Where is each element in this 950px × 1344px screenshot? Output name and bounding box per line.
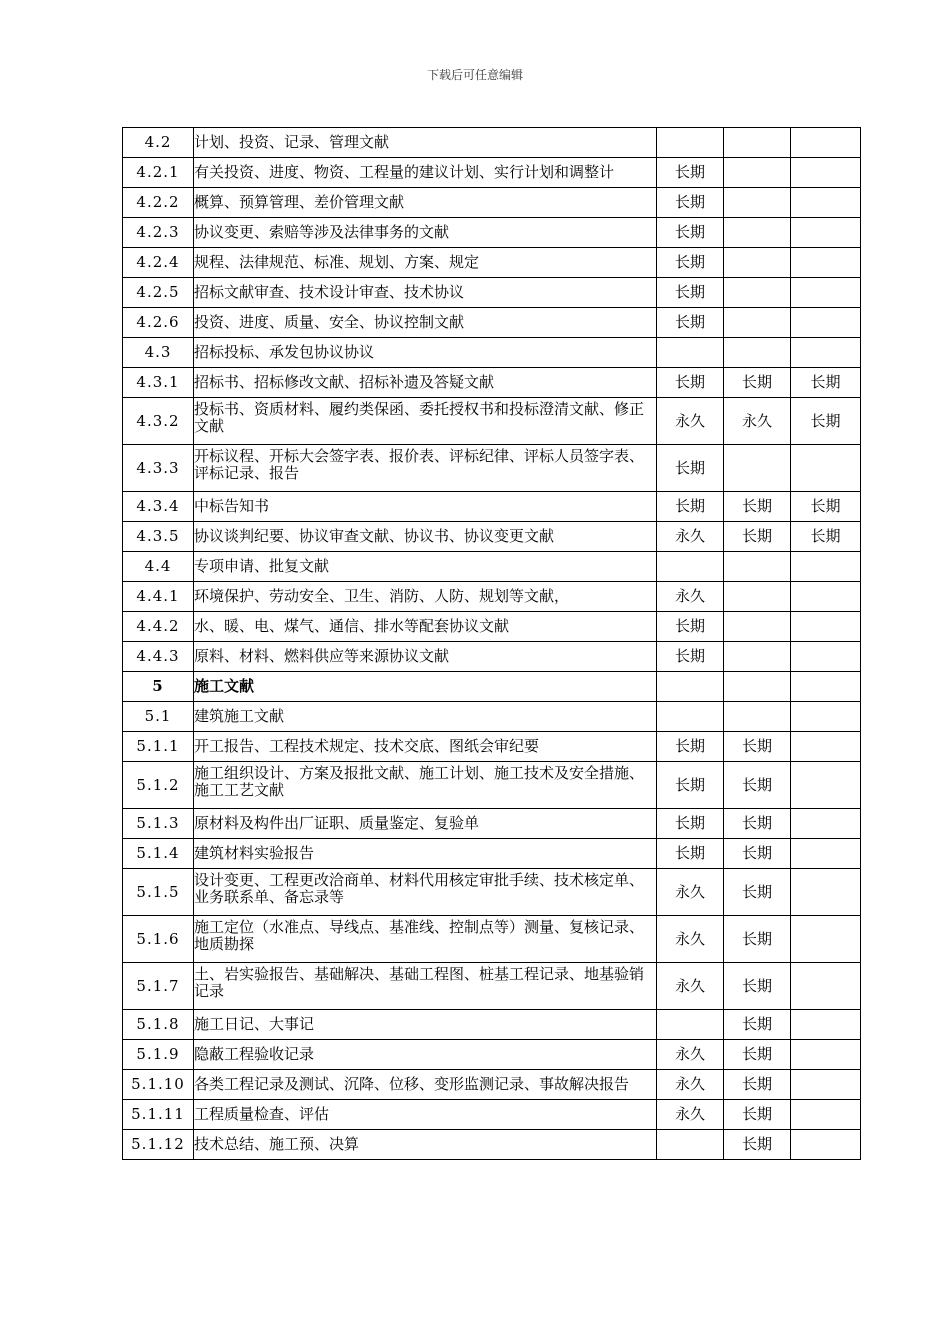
item-description-cell (194, 672, 657, 702)
retention-period-cell-1: 永久 (657, 582, 724, 612)
item-number-cell: 4.3 (123, 338, 194, 368)
item-number-cell: 4.4 (123, 552, 194, 582)
item-description-cell (194, 338, 657, 368)
item-description-text: 建筑施工文献 (194, 708, 285, 725)
table-row (123, 278, 861, 308)
item-description-text: 建筑材料实验报告 (194, 845, 315, 862)
page-header-note: 下载后可任意编辑 (426, 68, 523, 82)
table-row (123, 762, 861, 809)
item-description-text: 投资、进度、质量、安全、协议控制文献 (194, 314, 465, 331)
table-row (123, 128, 861, 158)
item-description-text: 投标书、资质材料、履约类保函、委托授权书和投标澄清文献、修正文献 (194, 401, 645, 435)
item-number-cell: 5.1.3 (123, 809, 194, 839)
retention-period-cell-1: 长期 (657, 188, 724, 218)
table-row (123, 158, 861, 188)
retention-period-cell-2 (724, 702, 791, 732)
retention-period-cell-3 (791, 308, 861, 338)
item-description-cell (194, 642, 657, 672)
table-row (123, 963, 861, 1010)
table-row (123, 398, 861, 445)
item-description-text: 设计变更、工程更改洽商单、材料代用核定审批手续、技术核定单、业务联系单、备忘录等 (194, 872, 645, 906)
retention-period-cell-3: 长期 (791, 492, 861, 522)
item-description-text: 开工报告、工程技术规定、技术交底、图纸会审纪要 (194, 738, 540, 755)
item-description-text: 施工日记、大事记 (194, 1016, 315, 1033)
retention-period-cell-2: 长期 (724, 839, 791, 869)
item-number-cell: 5.1.9 (123, 1040, 194, 1070)
retention-period-cell-1: 长期 (657, 492, 724, 522)
retention-period-cell-1: 长期 (657, 642, 724, 672)
retention-period-cell-3 (791, 869, 861, 916)
retention-period-cell-2: 长期 (724, 916, 791, 963)
retention-period-cell-1: 长期 (657, 278, 724, 308)
item-description-text: 隐蔽工程验收记录 (194, 1046, 315, 1063)
retention-period-cell-2: 长期 (724, 522, 791, 552)
retention-period-cell-3 (791, 338, 861, 368)
table-row (123, 582, 861, 612)
retention-period-cell-3 (791, 702, 861, 732)
retention-period-cell-3 (791, 248, 861, 278)
item-number-cell: 5.1 (123, 702, 194, 732)
retention-period-cell-2: 长期 (724, 1130, 791, 1160)
item-description-text: 中标告知书 (194, 498, 270, 515)
item-number-cell: 4.4.3 (123, 642, 194, 672)
retention-period-cell-2 (724, 158, 791, 188)
item-description-cell (194, 1040, 657, 1070)
item-description-text: 技术总结、施工预、决算 (194, 1136, 360, 1153)
item-number-cell: 4.4.1 (123, 582, 194, 612)
retention-period-cell-3 (791, 642, 861, 672)
item-description-text: 有关投资、进度、物资、工程量的建议计划、实行计划和调整计 (194, 164, 615, 181)
table-row (123, 1070, 861, 1100)
item-description-cell (194, 278, 657, 308)
retention-period-cell-1: 长期 (657, 368, 724, 398)
retention-period-cell-1: 长期 (657, 248, 724, 278)
retention-period-cell-1 (657, 552, 724, 582)
retention-period-cell-3 (791, 278, 861, 308)
item-description-cell (194, 916, 657, 963)
item-description-cell (194, 398, 657, 445)
item-description-text: 招标文献审查、技术设计审查、技术协议 (194, 284, 465, 301)
archive-retention-table (122, 127, 861, 1160)
item-description-text: 水、暖、电、煤气、通信、排水等配套协议文献 (194, 618, 510, 635)
item-description-text: 专项申请、批复文献 (194, 558, 330, 575)
item-number-cell: 4.2.6 (123, 308, 194, 338)
item-number-cell: 4.3.1 (123, 368, 194, 398)
retention-period-cell-2 (724, 612, 791, 642)
item-description-text: 计划、投资、记录、管理文献 (194, 134, 390, 151)
item-description-cell (194, 158, 657, 188)
retention-period-cell-3 (791, 582, 861, 612)
item-description-cell (194, 308, 657, 338)
item-number-cell: 5.1.6 (123, 916, 194, 963)
retention-period-cell-2 (724, 218, 791, 248)
item-description-cell (194, 1010, 657, 1040)
table-row (123, 809, 861, 839)
retention-period-cell-3 (791, 188, 861, 218)
retention-period-cell-1: 永久 (657, 1040, 724, 1070)
retention-period-cell-2 (724, 552, 791, 582)
retention-period-cell-2: 长期 (724, 1040, 791, 1070)
item-description-cell (194, 582, 657, 612)
retention-period-cell-3 (791, 963, 861, 1010)
retention-period-cell-2: 长期 (724, 869, 791, 916)
retention-period-cell-3 (791, 128, 861, 158)
retention-period-cell-1 (657, 672, 724, 702)
retention-period-cell-2 (724, 308, 791, 338)
table-row (123, 522, 861, 552)
table-body (123, 128, 861, 1160)
item-description-text: 施工组织设计、方案及报批文献、施工计划、施工技术及安全措施、施工工艺文献 (194, 765, 645, 799)
retention-period-cell-1: 长期 (657, 732, 724, 762)
item-description-text: 协议谈判纪要、协议审查文献、协议书、协议变更文献 (194, 528, 555, 545)
table-row (123, 612, 861, 642)
item-number-cell: 4.2.3 (123, 218, 194, 248)
table-row (123, 338, 861, 368)
retention-period-cell-1 (657, 128, 724, 158)
table-row (123, 248, 861, 278)
item-description-cell (194, 839, 657, 869)
retention-period-cell-3 (791, 158, 861, 188)
item-number-cell: 5 (123, 672, 194, 702)
retention-period-cell-3 (791, 1130, 861, 1160)
retention-period-cell-1: 永久 (657, 1100, 724, 1130)
retention-period-cell-1: 长期 (657, 839, 724, 869)
retention-period-cell-2 (724, 642, 791, 672)
item-number-cell: 5.1.12 (123, 1130, 194, 1160)
item-number-cell: 5.1.10 (123, 1070, 194, 1100)
item-number-cell: 4.2.1 (123, 158, 194, 188)
table-row (123, 218, 861, 248)
retention-period-cell-3: 长期 (791, 522, 861, 552)
retention-period-cell-3 (791, 809, 861, 839)
retention-period-cell-1: 长期 (657, 762, 724, 809)
retention-period-cell-1: 永久 (657, 916, 724, 963)
item-description-cell (194, 368, 657, 398)
item-description-text: 概算、预算管理、差价管理文献 (194, 194, 405, 211)
item-number-cell: 5.1.2 (123, 762, 194, 809)
retention-period-cell-3 (791, 916, 861, 963)
item-description-text: 施工文献 (194, 678, 255, 695)
item-description-cell (194, 1100, 657, 1130)
item-description-text: 环境保护、劳动安全、卫生、消防、人防、规划等文献， (194, 588, 570, 605)
table-row (123, 1100, 861, 1130)
retention-period-cell-2: 长期 (724, 1070, 791, 1100)
item-description-cell (194, 1070, 657, 1100)
retention-period-cell-1 (657, 702, 724, 732)
item-description-cell (194, 612, 657, 642)
item-description-cell (194, 445, 657, 492)
table-row (123, 188, 861, 218)
item-number-cell: 4.2 (123, 128, 194, 158)
item-number-cell: 4.3.2 (123, 398, 194, 445)
retention-period-cell-2: 长期 (724, 1010, 791, 1040)
retention-period-cell-1: 永久 (657, 398, 724, 445)
item-number-cell: 4.4.2 (123, 612, 194, 642)
retention-period-cell-3 (791, 762, 861, 809)
item-description-cell (194, 218, 657, 248)
retention-period-cell-2: 长期 (724, 732, 791, 762)
item-description-cell (194, 552, 657, 582)
table-row (123, 552, 861, 582)
item-number-cell: 4.2.5 (123, 278, 194, 308)
retention-period-cell-3: 长期 (791, 368, 861, 398)
item-description-cell (194, 128, 657, 158)
table-row (123, 916, 861, 963)
item-description-text: 原材料及构件出厂证职、质量鉴定、复验单 (194, 815, 480, 832)
retention-period-cell-3 (791, 218, 861, 248)
table-row (123, 672, 861, 702)
retention-period-cell-3 (791, 732, 861, 762)
item-number-cell: 5.1.5 (123, 869, 194, 916)
table-row (123, 869, 861, 916)
retention-period-cell-2: 长期 (724, 809, 791, 839)
item-number-cell: 4.3.4 (123, 492, 194, 522)
item-description-cell (194, 762, 657, 809)
item-description-text: 原料、材料、燃料供应等来源协议文献 (194, 648, 450, 665)
item-description-cell (194, 702, 657, 732)
table-row (123, 732, 861, 762)
retention-period-cell-1: 长期 (657, 308, 724, 338)
retention-period-cell-3 (791, 612, 861, 642)
retention-period-cell-2: 长期 (724, 1100, 791, 1130)
item-description-text: 规程、法律规范、标准、规划、方案、规定 (194, 254, 480, 271)
retention-period-cell-1 (657, 338, 724, 368)
item-description-text: 各类工程记录及测试、沉降、位移、变形监测记录、事故解决报告 (194, 1076, 630, 1093)
item-number-cell: 4.3.5 (123, 522, 194, 552)
retention-period-cell-3 (791, 552, 861, 582)
item-description-text: 土、岩实验报告、基础解决、基础工程图、桩基工程记录、地基验销记录 (194, 966, 645, 1000)
item-description-cell (194, 188, 657, 218)
retention-period-cell-2: 长期 (724, 492, 791, 522)
table-row (123, 368, 861, 398)
retention-period-cell-2 (724, 338, 791, 368)
retention-period-cell-2: 长期 (724, 963, 791, 1010)
item-description-text: 开标议程、开标大会签字表、报价表、评标纪律、评标人员签字表、评标记录、报告 (194, 448, 645, 482)
retention-period-cell-3 (791, 1040, 861, 1070)
retention-period-cell-2 (724, 248, 791, 278)
retention-period-cell-2 (724, 582, 791, 612)
retention-period-cell-2 (724, 672, 791, 702)
retention-period-cell-1: 永久 (657, 963, 724, 1010)
table-row (123, 839, 861, 869)
retention-period-cell-2 (724, 278, 791, 308)
retention-period-cell-2: 长期 (724, 762, 791, 809)
table-row (123, 642, 861, 672)
retention-period-cell-3 (791, 445, 861, 492)
retention-period-cell-1: 永久 (657, 869, 724, 916)
item-description-text: 施工定位（水准点、导线点、基准线、控制点等）测量、复核记录、地质勘探 (194, 919, 645, 953)
item-description-cell (194, 522, 657, 552)
retention-period-cell-2 (724, 188, 791, 218)
table-row (123, 1130, 861, 1160)
table-row (123, 702, 861, 732)
item-description-cell (194, 869, 657, 916)
retention-period-cell-1: 长期 (657, 809, 724, 839)
retention-period-cell-1: 长期 (657, 158, 724, 188)
retention-period-cell-3 (791, 672, 861, 702)
item-description-cell (194, 492, 657, 522)
item-number-cell: 5.1.4 (123, 839, 194, 869)
retention-period-cell-2: 长期 (724, 368, 791, 398)
item-number-cell: 4.2.4 (123, 248, 194, 278)
retention-period-cell-1: 长期 (657, 218, 724, 248)
item-number-cell: 5.1.8 (123, 1010, 194, 1040)
retention-period-cell-1 (657, 1010, 724, 1040)
retention-period-cell-1: 长期 (657, 612, 724, 642)
item-number-cell: 5.1.11 (123, 1100, 194, 1130)
item-description-cell (194, 248, 657, 278)
item-number-cell: 4.2.2 (123, 188, 194, 218)
retention-period-cell-1: 永久 (657, 522, 724, 552)
item-number-cell: 5.1.7 (123, 963, 194, 1010)
retention-period-cell-1: 永久 (657, 1070, 724, 1100)
retention-period-cell-2 (724, 445, 791, 492)
retention-period-cell-2 (724, 128, 791, 158)
table-row (123, 492, 861, 522)
retention-period-cell-3 (791, 839, 861, 869)
item-description-cell (194, 1130, 657, 1160)
item-description-text: 招标投标、承发包协议协议 (194, 344, 375, 361)
table-row (123, 445, 861, 492)
table-row (123, 1040, 861, 1070)
item-description-cell (194, 963, 657, 1010)
item-description-cell (194, 809, 657, 839)
retention-period-cell-3: 长期 (791, 398, 861, 445)
item-number-cell: 4.3.3 (123, 445, 194, 492)
item-number-cell: 5.1.1 (123, 732, 194, 762)
retention-period-cell-2: 永久 (724, 398, 791, 445)
retention-period-cell-3 (791, 1070, 861, 1100)
item-description-text: 工程质量检查、评估 (194, 1106, 330, 1123)
table-row (123, 308, 861, 338)
retention-period-cell-3 (791, 1100, 861, 1130)
table-row (123, 1010, 861, 1040)
item-description-text: 招标书、招标修改文献、招标补遗及答疑文献 (194, 374, 495, 391)
retention-period-cell-3 (791, 1010, 861, 1040)
retention-period-cell-1: 长期 (657, 445, 724, 492)
item-description-text: 协议变更、索赔等涉及法律事务的文献 (194, 224, 450, 241)
item-description-cell (194, 732, 657, 762)
retention-period-cell-1 (657, 1130, 724, 1160)
